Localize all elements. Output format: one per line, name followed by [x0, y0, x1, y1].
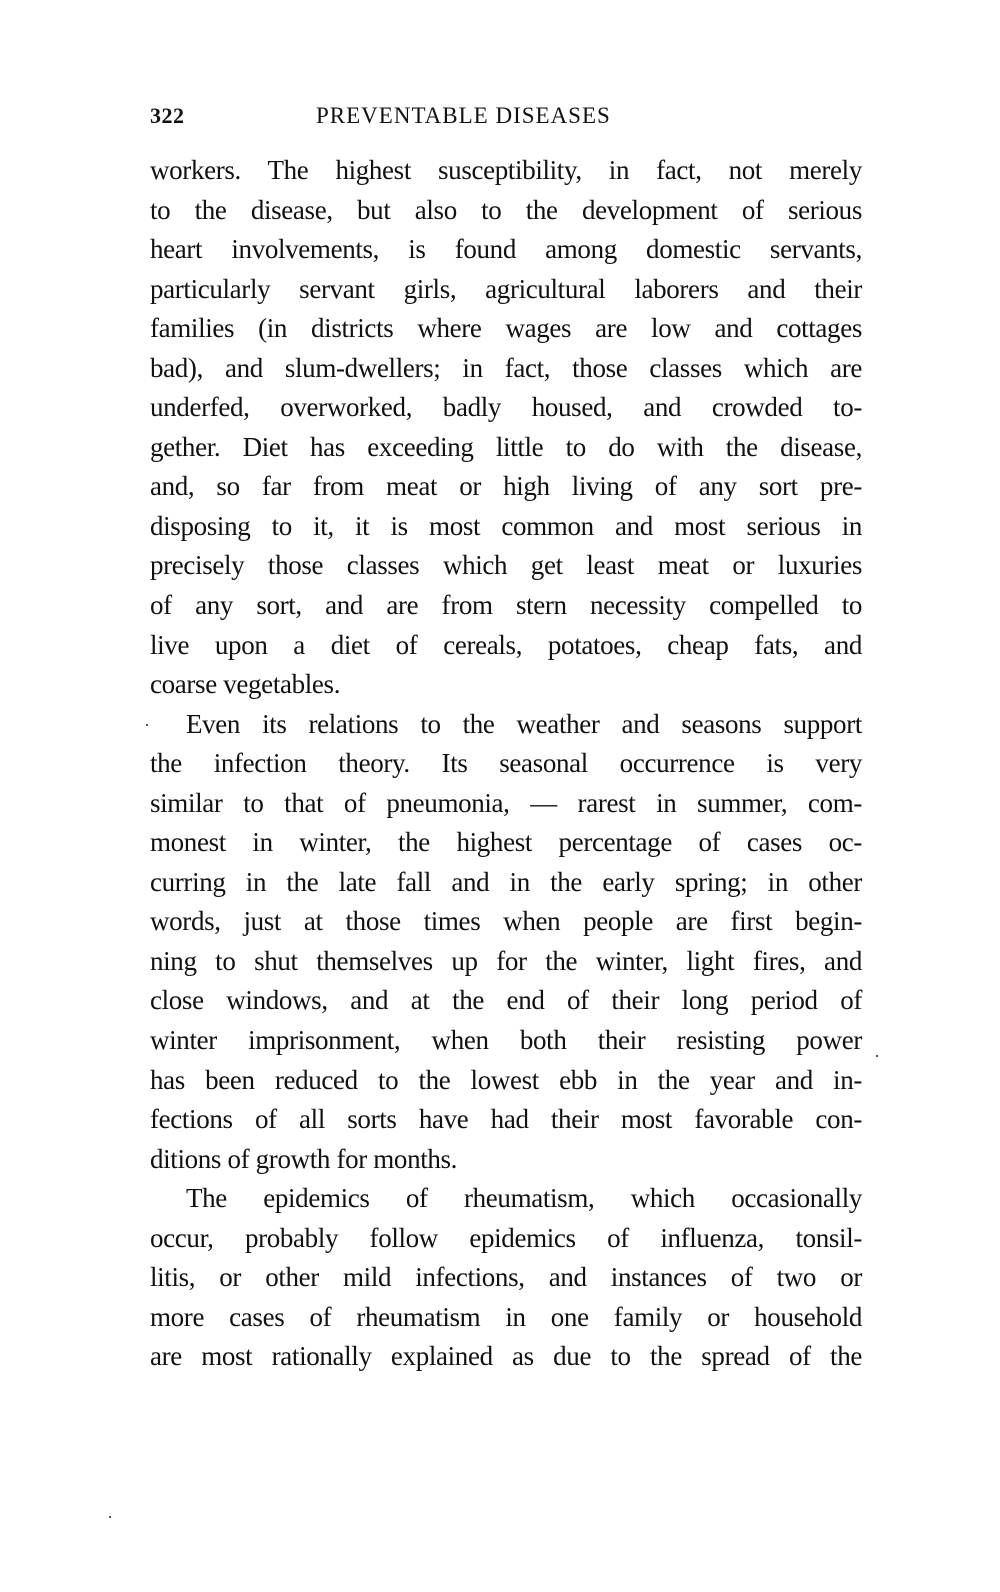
text-line: similar to that of pneumonia, — rarest in summer, com-	[150, 787, 862, 818]
book-page	[150, 96, 862, 1377]
text-line: has been reduced to the lowest ebb in the year and in-	[150, 1064, 862, 1095]
text-line: close windows, and at the end of their long period of	[150, 985, 862, 1016]
text-line: of any sort, and are from stern necessity compelled to	[150, 590, 862, 621]
text-line: families (in districts where wages are low and cottages	[150, 313, 862, 344]
text-line: underfed, overworked, badly housed, and crowded to-	[150, 392, 862, 423]
text-line: occur, probably follow epidemics of influenza, tonsil-	[150, 1222, 862, 1253]
page-number: 322	[150, 103, 185, 128]
text-line: gether. Diet has exceeding little to do with the disease,	[150, 431, 862, 462]
text-line: The epidemics of rheumatism, which occasionally	[186, 1183, 862, 1214]
text-line: to the disease, but also to the development of serious	[150, 194, 862, 225]
text-line: the infection theory. Its seasonal occurrence is very	[150, 748, 862, 779]
scan-speck	[876, 1055, 878, 1057]
text-line: disposing to it, it is most common and most serious in	[150, 510, 862, 541]
scan-speck	[109, 1516, 111, 1518]
text-line: coarse vegetables.	[150, 669, 341, 700]
text-line: bad), and slum-dwellers; in fact, those classes which are	[150, 352, 862, 383]
text-line: monest in winter, the highest percentage of cases oc-	[150, 827, 862, 858]
body-text	[150, 151, 862, 1377]
text-line: particularly servant girls, agricultural laborers and their	[150, 273, 862, 304]
text-line: winter imprisonment, when both their resisting power	[150, 1025, 862, 1056]
text-line: live upon a diet of cereals, potatoes, cheap fats, and	[150, 629, 862, 660]
text-line: Even its relations to the weather and seasons support	[186, 708, 862, 739]
text-line: ning to shut themselves up for the winter, light fires, and	[150, 945, 862, 976]
paragraph-2	[150, 705, 862, 1180]
running-head	[150, 96, 862, 136]
paragraph-3	[150, 1179, 862, 1377]
text-line: words, just at those times when people are first begin-	[150, 906, 862, 937]
scan-speck	[146, 724, 148, 726]
text-line: are most rationally explained as due to the spread of the	[150, 1341, 862, 1372]
text-line: fections of all sorts have had their most favorable con-	[150, 1104, 862, 1135]
text-line: ditions of growth for months.	[150, 1143, 458, 1174]
text-line: curring in the late fall and in the early spring; in other	[150, 866, 862, 897]
text-line: more cases of rheumatism in one family or household	[150, 1301, 862, 1332]
text-line: precisely those classes which get least meat or luxuries	[150, 550, 862, 581]
text-line: heart involvements, is found among domestic servants,	[150, 234, 862, 265]
paragraph-1	[150, 151, 862, 705]
text-line: workers. The highest susceptibility, in fact, not merely	[150, 155, 862, 185]
text-line: litis, or other mild infections, and instances of two or	[150, 1262, 862, 1293]
running-title: PREVENTABLE DISEASES	[316, 103, 611, 128]
text-line: and, so far from meat or high living of any sort pre-	[150, 471, 862, 502]
